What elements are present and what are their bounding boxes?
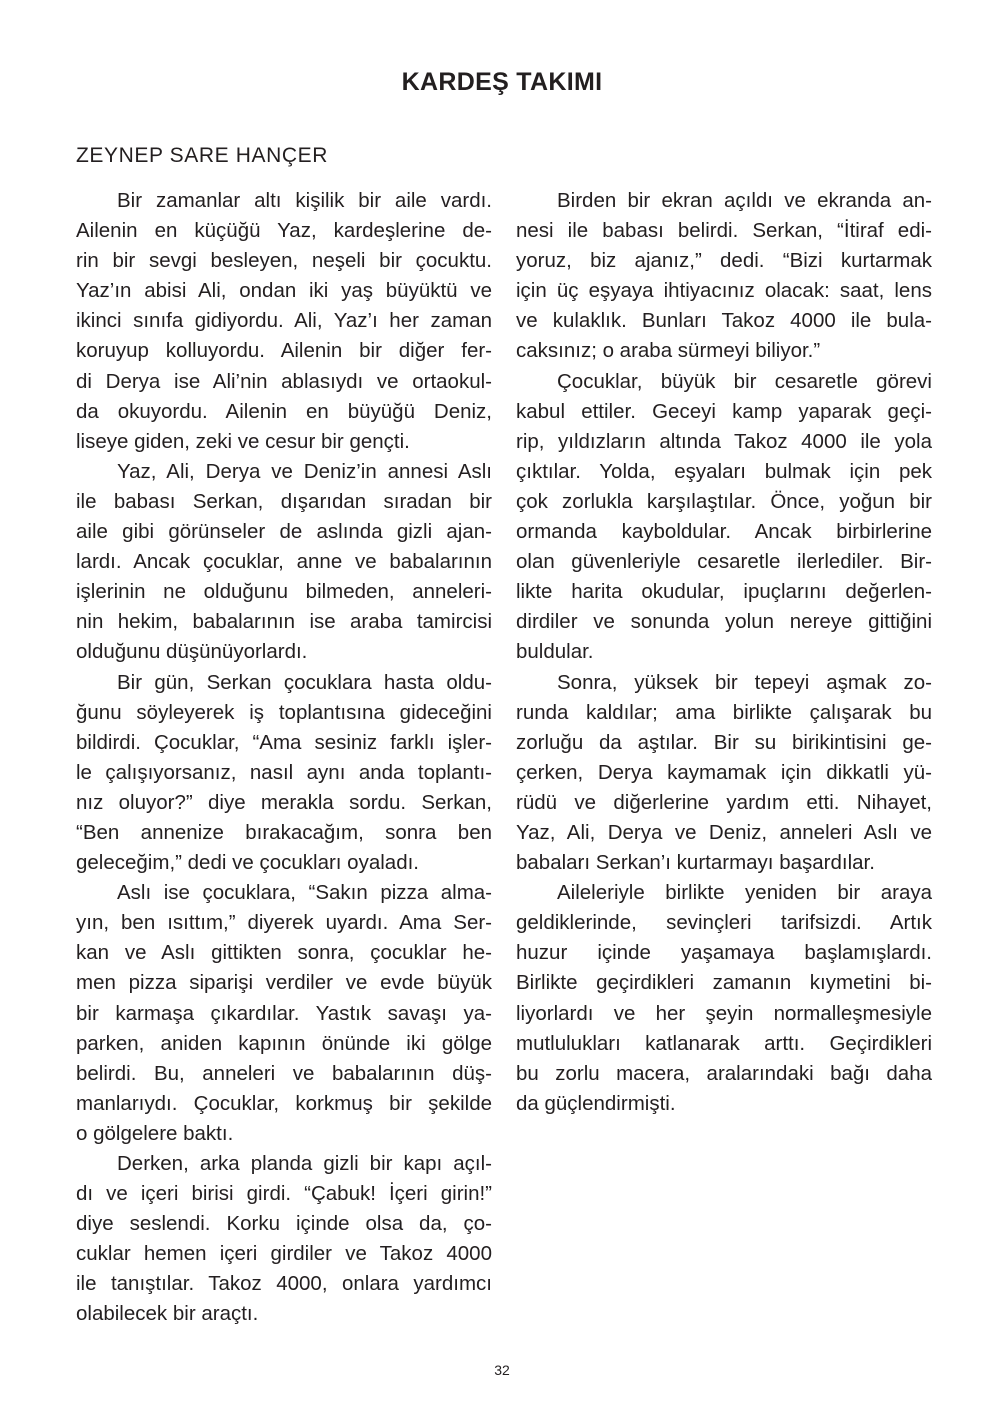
text-line: ğunu söyleyerek iş toplantısına gideceğini: [76, 700, 492, 724]
paragraph: [76, 457, 492, 668]
text-line: Birlikte geçirdikleri zamanın kıymetini bi-: [516, 971, 932, 995]
story-title: KARDEŞ TAKIMI: [401, 68, 603, 96]
text-line: di Derya ise Ali’nin ablasıydı ve ortaokul-: [76, 369, 492, 393]
text-line: Çocuklar, büyük bir cesaretle görevi: [557, 369, 932, 393]
text-line: “Ben annenize bırakacağım, sonra ben: [76, 820, 492, 844]
text-line: aile gibi görünseler de aslında gizli ajan-: [76, 520, 492, 544]
text-line: o gölgelere baktı.: [76, 1121, 234, 1145]
paragraph: [76, 878, 492, 1149]
text-line: olduğunu düşünüyorlardı.: [76, 640, 308, 664]
paragraph: [516, 367, 932, 668]
text-line: koruyup kolluyordu. Ailenin bir diğer fer-: [76, 339, 492, 363]
text-line: çok zorlukla karşılaştılar. Önce, yoğun bir: [516, 489, 932, 513]
text-line: Ailenin en küçüğü Yaz, kardeşlerine de-: [76, 219, 492, 243]
author-name: ZEYNEP SARE HANÇER: [76, 144, 328, 167]
text-line: işlerinin ne olduğunu bilmeden, anneleri-: [76, 580, 492, 604]
text-line: yın, ben ısıttım,” diyerek uyardı. Ama Ser-: [76, 911, 492, 935]
text-line: nesi ile babası belirdi. Serkan, “İtiraf edi-: [516, 219, 932, 243]
text-line: likte harita okudular, ipuçlarını değerlen-: [516, 580, 932, 604]
text-line: çerken, Derya kaymamak için dikkatli yü-: [516, 760, 932, 784]
text-line: nız oluyor?” diye merakla sordu. Serkan,: [76, 790, 492, 814]
text-line: Aileleriyle birlikte yeniden bir araya: [557, 881, 932, 905]
text-line: yoruz, biz ajanız,” dedi. “Bizi kurtarmak: [516, 249, 932, 273]
right-column: [516, 186, 932, 1119]
text-line: manlarıydı. Çocuklar, korkmuş bir şekilde: [76, 1091, 492, 1115]
text-line: Derken, arka planda gizli bir kapı açıl-: [117, 1152, 492, 1175]
text-line: huzur içinde yaşamaya başlamışlardı.: [516, 941, 932, 965]
text-line: belirdi. Bu, anneleri ve babalarının düş-: [76, 1061, 492, 1085]
text-line: Sonra, yüksek bir tepeyi aşmak zo-: [557, 670, 932, 694]
text-line: dirdiler ve sonunda yolun nereye gittiğini: [516, 610, 932, 634]
text-line: rin bir sevgi besleyen, neşeli bir çocuktu.: [76, 249, 492, 273]
text-line: kabul ettiler. Geceyi kamp yaparak geçi-: [516, 399, 932, 423]
text-line: cuklar hemen içeri girdiler ve Takoz 4000: [76, 1242, 492, 1266]
text-line: bir karmaşa çıkardılar. Yastık savaşı ya-: [76, 1001, 492, 1025]
text-line: ve kulaklık. Bunları Takoz 4000 ile bula-: [516, 309, 932, 333]
text-line: Aslı ise çocuklara, “Sakın pizza alma-: [117, 881, 492, 905]
text-line: liyorlardı ve her şeyin normalleşmesiyle: [516, 1001, 932, 1025]
paragraph: [76, 668, 492, 879]
text-line: Yaz, Ali, Derya ve Deniz, anneleri Aslı ve: [516, 820, 932, 844]
text-line: buldular.: [516, 640, 594, 664]
text-line: Bir zamanlar altı kişilik bir aile vardı.: [117, 189, 492, 212]
paragraph: [76, 1149, 492, 1330]
text-line: geleceğim,” dedi ve çocukları oyaladı.: [76, 851, 419, 875]
paragraph: [76, 186, 492, 457]
text-line: çıktılar. Yolda, eşyaları bulmak için pek: [516, 459, 932, 483]
text-line: ile babası Serkan, dışarıdan sıradan bir: [76, 489, 492, 513]
text-line: nin hekim, babalarının ise araba tamircisi: [76, 610, 492, 634]
text-line: da okuyordu. Ailenin en büyüğü Deniz,: [76, 399, 492, 423]
text-line: dı ve içeri birisi girdi. “Çabuk! İçeri girin!”: [76, 1182, 492, 1206]
paragraph: [516, 668, 932, 879]
text-line: ile tanıştılar. Takoz 4000, onlara yardımcı: [76, 1272, 492, 1296]
text-line: olan güvenleriyle cesaretle ilerlediler. Bir-: [516, 550, 932, 574]
text-line: olabilecek bir araçtı.: [76, 1302, 259, 1326]
text-line: kan ve Aslı gittikten sonra, çocuklar he-: [76, 941, 492, 965]
paragraph: [516, 878, 932, 1119]
text-line: babaları Serkan’ı kurtarmayı başardılar.: [516, 851, 875, 875]
text-line: Birden bir ekran açıldı ve ekranda an-: [557, 189, 932, 212]
text-line: da güçlendirmişti.: [516, 1091, 676, 1115]
text-line: bildirdi. Çocuklar, “Ama sesiniz farklı işler-: [76, 730, 492, 754]
text-line: Yaz, Ali, Derya ve Deniz’in annesi Aslı: [117, 459, 492, 483]
text-line: geldiklerinde, sevinçleri tarifsizdi. Artık: [516, 911, 932, 935]
text-line: zorluğu da aştılar. Bir su birikintisini ge-: [516, 730, 932, 754]
text-line: Bir gün, Serkan çocuklara hasta oldu-: [117, 670, 492, 694]
paragraph: [516, 186, 932, 367]
text-line: men pizza siparişi verdiler ve evde büyük: [76, 971, 492, 995]
left-column: [76, 186, 492, 1330]
text-line: ikinci sınıfa gidiyordu. Ali, Yaz’ı her zaman: [76, 309, 492, 333]
text-line: mutlulukları katlanarak arttı. Geçirdikleri: [516, 1031, 932, 1055]
text-line: için üç eşyaya ihtiyacınız olacak: saat, lens: [516, 279, 932, 303]
text-line: le çalışıyorsanız, nasıl aynı anda toplantı-: [76, 760, 492, 784]
page-number: 32: [494, 1362, 510, 1378]
text-line: rüdü ve diğerlerine yardım etti. Nihayet,: [516, 790, 932, 814]
text-line: parken, aniden kapının önünde iki gölge: [76, 1031, 492, 1055]
text-line: lardı. Ancak çocuklar, anne ve babalarının: [76, 550, 492, 574]
text-line: rip, yıldızların altında Takoz 4000 ile yola: [516, 429, 932, 453]
text-line: diye seslendi. Korku içinde olsa da, ço-: [76, 1212, 492, 1236]
text-line: liseye giden, zeki ve cesur bir gençti.: [76, 429, 410, 453]
text-line: ormanda kayboldular. Ancak birbirlerine: [516, 520, 932, 544]
text-line: bu zorlu macera, aralarındaki bağı daha: [516, 1061, 932, 1085]
text-line: Yaz’ın abisi Ali, ondan iki yaş büyüktü ve: [76, 279, 492, 303]
text-line: runda kaldılar; ama birlikte çalışarak bu: [516, 700, 932, 724]
text-line: caksınız; o araba sürmeyi biliyor.”: [516, 339, 821, 363]
